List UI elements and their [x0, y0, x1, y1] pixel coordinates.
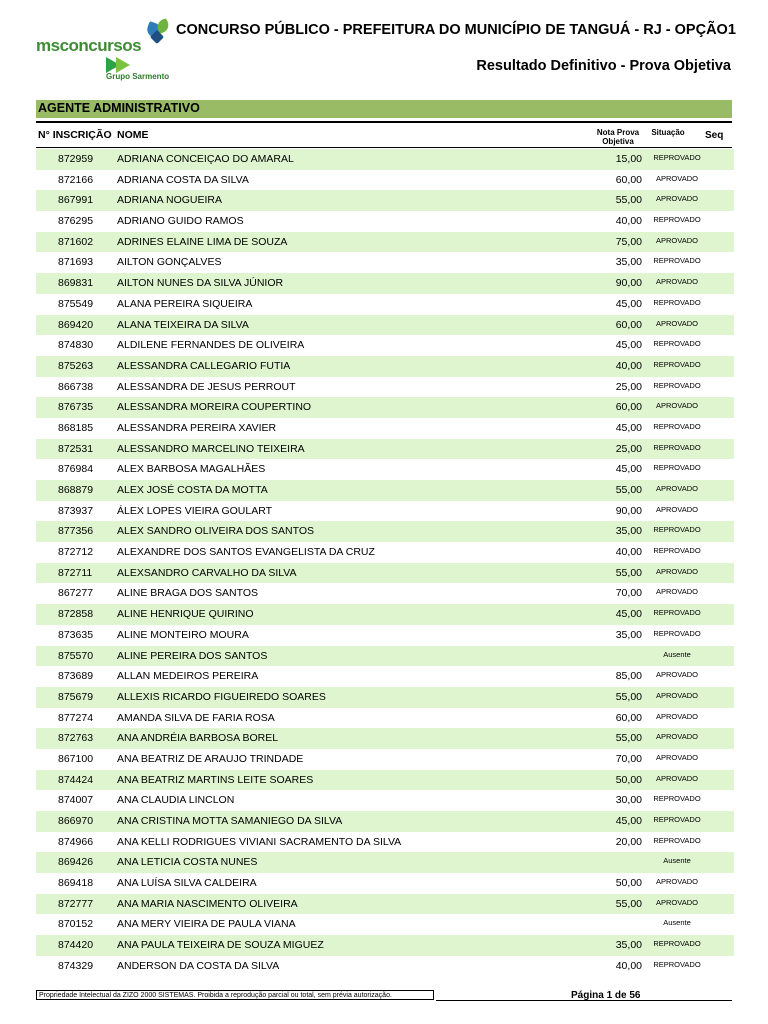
situacao-cell: REPROVADO [653, 959, 701, 969]
nome-cell: ALINE PEREIRA DOS SANTOS [117, 649, 268, 662]
inscricao-cell: 873635 [58, 628, 94, 641]
results-table [36, 149, 734, 977]
table-row [36, 770, 734, 791]
nome-cell: ALEX SANDRO OLIVEIRA DOS SANTOS [117, 525, 315, 538]
copyright-note: Propriedade Intelectual da ZIZO 2000 SISTEMAS. Proibida a reprodução parcial ou total, sem prévia autorização. [36, 990, 434, 1000]
inscricao-cell: 869420 [58, 318, 94, 331]
nota-cell: 55,00 [615, 566, 642, 579]
divider [36, 121, 732, 123]
nota-cell: 30,00 [615, 794, 642, 807]
situacao-cell: APROVADO [656, 484, 698, 493]
nota-cell: 50,00 [615, 773, 642, 786]
inscricao-cell: 873937 [58, 504, 94, 517]
logo-text: msconcursos [36, 36, 142, 55]
situacao-cell: REPROVADO [653, 359, 701, 369]
column-header-situacao: Situação [651, 128, 685, 137]
table-row [36, 501, 734, 522]
situacao-cell: Ausente [663, 649, 691, 659]
logo-arrow-icon [116, 57, 130, 73]
situacao-cell: APROVADO [656, 566, 698, 576]
table-row [36, 439, 734, 460]
inscricao-cell: 874830 [58, 339, 94, 352]
table-row [36, 542, 734, 563]
nota-cell: 85,00 [615, 670, 642, 683]
nome-cell: ADRIANO GUIDO RAMOS [117, 215, 244, 228]
nome-cell: ANA MERY VIEIRA DE PAULA VIANA [117, 918, 296, 931]
nome-cell: ALINE HENRIQUE QUIRINO [117, 608, 254, 621]
inscricao-cell: 874329 [58, 959, 94, 972]
table-row [36, 252, 734, 273]
inscricao-cell: 868185 [58, 421, 94, 434]
inscricao-cell: 873689 [58, 670, 94, 683]
table-row [36, 604, 734, 625]
inscricao-cell: 874966 [58, 835, 94, 848]
situacao-cell: APROVADO [656, 235, 698, 245]
nota-cell: 45,00 [615, 421, 642, 434]
nome-cell: ANA CRISTINA MOTTA SAMANIEGO DA SILVA [117, 815, 343, 827]
situacao-cell: APROVADO [656, 670, 698, 680]
inscricao-cell: 869418 [58, 877, 94, 890]
nota-cell: 90,00 [615, 277, 642, 290]
table-row [36, 273, 734, 294]
nome-cell: ALLAN MEDEIROS PEREIRA [117, 670, 259, 683]
table-row [36, 315, 734, 336]
nome-cell: ANA LUÍSA SILVA CALDEIRA [117, 877, 257, 890]
nome-cell: ANA ANDRÉIA BARBOSA BOREL [117, 732, 279, 745]
inscricao-cell: 874424 [58, 773, 94, 786]
nome-cell: ALANA PEREIRA SIQUEIRA [117, 297, 253, 310]
situacao-cell: REPROVADO [653, 628, 701, 638]
inscricao-cell: 868879 [58, 484, 94, 496]
table-row [36, 790, 734, 811]
section-title: AGENTE ADMINISTRATIVO [38, 101, 200, 115]
inscricao-cell: 872763 [58, 732, 94, 745]
inscricao-cell: 874007 [58, 794, 94, 807]
table-row [36, 583, 734, 604]
page-number: Página 1 de 56 [571, 990, 641, 1001]
table-row [36, 459, 734, 480]
column-header-nome: NOME [117, 129, 149, 141]
nome-cell: ALINE MONTEIRO MOURA [117, 628, 249, 641]
inscricao-cell: 872712 [58, 546, 94, 559]
table-row [36, 294, 734, 315]
nota-cell: 60,00 [615, 401, 642, 414]
nota-cell: 60,00 [615, 711, 642, 724]
situacao-cell: Ausente [663, 918, 691, 928]
nome-cell: ALESSANDRA DE JESUS PERROUT [117, 380, 296, 393]
nome-cell: ALESSANDRO MARCELINO TEIXEIRA [117, 442, 305, 455]
situacao-cell: REPROVADO [653, 525, 701, 535]
table-row [36, 149, 734, 170]
situacao-cell: REPROVADO [653, 608, 701, 618]
nota-cell: 35,00 [615, 628, 642, 641]
inscricao-cell: 877274 [58, 711, 94, 724]
situacao-cell: REPROVADO [653, 339, 701, 349]
column-header-seq: Seq [705, 130, 724, 141]
nota-cell: 70,00 [615, 587, 642, 600]
nome-cell: ALESSANDRA PEREIRA XAVIER [117, 421, 277, 434]
situacao-cell: REPROVADO [653, 153, 701, 162]
nota-cell: 15,00 [615, 153, 642, 165]
table-row [36, 811, 734, 832]
nota-cell: 55,00 [615, 897, 642, 910]
logo-subtext: Grupo Sarmento [106, 72, 170, 81]
situacao-cell: APROVADO [656, 877, 698, 887]
inscricao-cell: 867100 [58, 752, 94, 765]
situacao-cell: REPROVADO [653, 297, 701, 307]
document-title: CONCURSO PÚBLICO - PREFEITURA DO MUNICÍPIO DE TANGUÁ - RJ - OPÇÃO1 [176, 22, 736, 38]
table-row [36, 873, 734, 894]
nome-cell: ANA KELLI RODRIGUES VIVIANI SACRAMENTO DA SILVA [117, 835, 402, 848]
situacao-cell: REPROVADO [653, 215, 701, 225]
inscricao-cell: 866738 [58, 380, 94, 393]
nota-cell: 55,00 [615, 484, 642, 496]
situacao-cell: APROVADO [656, 194, 698, 204]
table-row [36, 170, 734, 191]
nome-cell: ALEXSANDRO CARVALHO DA SILVA [117, 566, 297, 579]
nome-cell: ALDILENE FERNANDES DE OLIVEIRA [117, 339, 305, 352]
nome-cell: ANA CLAUDIA LINCLON [117, 794, 235, 807]
nota-cell: 45,00 [615, 815, 642, 827]
nota-cell: 60,00 [615, 318, 642, 331]
inscricao-cell: 877356 [58, 525, 94, 538]
nota-cell: 90,00 [615, 504, 642, 517]
nome-cell: AILTON NUNES DA SILVA JÚNIOR [117, 277, 284, 290]
table-row [36, 646, 734, 667]
nota-cell: 40,00 [615, 215, 642, 228]
situacao-cell: APROVADO [656, 318, 698, 328]
situacao-cell: REPROVADO [653, 546, 701, 556]
table-row [36, 914, 734, 935]
nota-cell: 40,00 [615, 359, 642, 372]
nota-cell: 50,00 [615, 877, 642, 890]
nome-cell: ADRIANA NOGUEIRA [117, 194, 223, 207]
situacao-cell: REPROVADO [653, 794, 701, 804]
nota-cell: 55,00 [615, 732, 642, 745]
table-row [36, 356, 734, 377]
nome-cell: ALEX BARBOSA MAGALHÃES [117, 463, 266, 476]
situacao-cell: APROVADO [656, 587, 698, 597]
table-row [36, 832, 734, 853]
document-subtitle: Resultado Definitivo - Prova Objetiva [476, 58, 731, 74]
situacao-cell: APROVADO [656, 173, 698, 183]
inscricao-cell: 870152 [58, 918, 94, 931]
nome-cell: ALLEXIS RICARDO FIGUEIREDO SOARES [117, 690, 326, 703]
column-header-nota [590, 128, 646, 146]
table-row [36, 687, 734, 708]
situacao-cell: REPROVADO [653, 815, 701, 824]
nome-cell: AILTON GONÇALVES [117, 256, 222, 269]
nome-cell: ANA PAULA TEIXEIRA DE SOUZA MIGUEZ [117, 939, 324, 952]
inscricao-cell: 869426 [58, 856, 94, 869]
nome-cell: ALEX JOSÉ COSTA DA MOTTA [117, 484, 268, 496]
table-row [36, 749, 734, 770]
table-row [36, 480, 734, 501]
table-row [36, 232, 734, 253]
situacao-cell: APROVADO [656, 504, 698, 514]
nota-cell: 25,00 [615, 442, 642, 455]
situacao-cell: APROVADO [656, 732, 698, 742]
inscricao-cell: 872777 [58, 897, 94, 910]
inscricao-cell: 872959 [58, 153, 94, 165]
inscricao-cell: 875263 [58, 359, 94, 372]
inscricao-cell: 875570 [58, 649, 94, 662]
nota-cell: 20,00 [615, 835, 642, 848]
table-row [36, 956, 734, 977]
table-row [36, 708, 734, 729]
situacao-cell: APROVADO [656, 690, 698, 700]
situacao-cell: APROVADO [656, 897, 698, 907]
table-row [36, 418, 734, 439]
situacao-cell: REPROVADO [653, 939, 701, 949]
nota-cell: 35,00 [615, 939, 642, 952]
nome-cell: ÁLEX LOPES VIEIRA GOULART [117, 504, 273, 517]
situacao-cell: REPROVADO [653, 380, 701, 390]
inscricao-cell: 872166 [58, 173, 94, 186]
situacao-cell: REPROVADO [653, 835, 701, 845]
inscricao-cell: 866970 [58, 815, 94, 827]
table-row [36, 852, 734, 873]
table-row [36, 563, 734, 584]
table-row [36, 666, 734, 687]
inscricao-cell: 874420 [58, 939, 94, 952]
table-row [36, 728, 734, 749]
nota-cell: 70,00 [615, 752, 642, 765]
nome-cell: AMANDA SILVA DE FARIA ROSA [117, 711, 275, 724]
nota-cell: 55,00 [615, 194, 642, 207]
inscricao-cell: 875549 [58, 297, 94, 310]
nome-cell: ALEXANDRE DOS SANTOS EVANGELISTA DA CRUZ [117, 546, 375, 559]
nome-cell: ANA LETICIA COSTA NUNES [117, 856, 258, 869]
nome-cell: ALINE BRAGA DOS SANTOS [117, 587, 259, 600]
inscricao-cell: 869831 [58, 277, 94, 290]
inscricao-cell: 872531 [58, 442, 94, 455]
nota-cell: 45,00 [615, 608, 642, 621]
inscricao-cell: 867991 [58, 194, 94, 207]
nota-cell: 35,00 [615, 525, 642, 538]
inscricao-cell: 871693 [58, 256, 94, 269]
table-row [36, 397, 734, 418]
column-header-inscricao: N° INSCRIÇÃO [38, 129, 112, 141]
table-row [36, 190, 734, 211]
table-row [36, 894, 734, 915]
nome-cell: ADRINES ELAINE LIMA DE SOUZA [117, 235, 288, 248]
inscricao-cell: 876984 [58, 463, 94, 476]
table-row [36, 625, 734, 646]
column-header-nota-line2: Objetiva [602, 137, 634, 146]
nome-cell: ANDERSON DA COSTA DA SILVA [117, 959, 280, 972]
nota-cell: 60,00 [615, 173, 642, 186]
nota-cell: 45,00 [615, 297, 642, 310]
inscricao-cell: 872858 [58, 608, 94, 621]
situacao-cell: Ausente [663, 856, 691, 866]
table-row [36, 377, 734, 398]
inscricao-cell: 875679 [58, 690, 94, 703]
nota-cell: 40,00 [615, 546, 642, 559]
situacao-cell: REPROVADO [653, 256, 701, 266]
inscricao-cell: 872711 [58, 566, 93, 579]
nome-cell: ALESSANDRA MOREIRA COUPERTINO [117, 401, 312, 414]
nome-cell: ANA BEATRIZ DE ARAUJO TRINDADE [117, 752, 304, 765]
nota-cell: 40,00 [615, 959, 642, 972]
inscricao-cell: 867277 [58, 587, 94, 600]
nome-cell: ADRIANA CONCEIÇAO DO AMARAL [117, 153, 294, 165]
nota-cell: 45,00 [615, 339, 642, 352]
nota-cell: 55,00 [615, 690, 642, 703]
situacao-cell: APROVADO [656, 773, 698, 783]
table-row [36, 211, 734, 232]
situacao-cell: APROVADO [656, 711, 698, 721]
divider [36, 147, 732, 148]
nota-cell: 35,00 [615, 256, 642, 269]
nome-cell: ANA MARIA NASCIMENTO OLIVEIRA [117, 897, 298, 910]
inscricao-cell: 876295 [58, 215, 94, 228]
situacao-cell: REPROVADO [653, 421, 701, 431]
nota-cell: 25,00 [615, 380, 642, 393]
msconcursos-logo [36, 20, 176, 84]
table-row [36, 935, 734, 956]
nome-cell: ALANA TEIXEIRA DA SILVA [117, 318, 249, 331]
nota-cell: 45,00 [615, 463, 642, 476]
table-row [36, 521, 734, 542]
situacao-cell: REPROVADO [653, 463, 701, 473]
situacao-cell: REPROVADO [653, 442, 701, 452]
nome-cell: ANA BEATRIZ MARTINS LEITE SOARES [117, 773, 314, 786]
nome-cell: ALESSANDRA CALLEGARIO FUTIA [117, 359, 291, 372]
table-row [36, 335, 734, 356]
nome-cell: ADRIANA COSTA DA SILVA [117, 173, 249, 186]
situacao-cell: APROVADO [656, 401, 698, 411]
inscricao-cell: 871602 [58, 235, 94, 248]
situacao-cell: APROVADO [656, 752, 698, 762]
nota-cell: 75,00 [615, 235, 642, 248]
section-header [36, 100, 732, 118]
column-header-nota-line1: Nota Prova [596, 128, 640, 137]
situacao-cell: APROVADO [656, 277, 698, 287]
inscricao-cell: 876735 [58, 401, 94, 414]
